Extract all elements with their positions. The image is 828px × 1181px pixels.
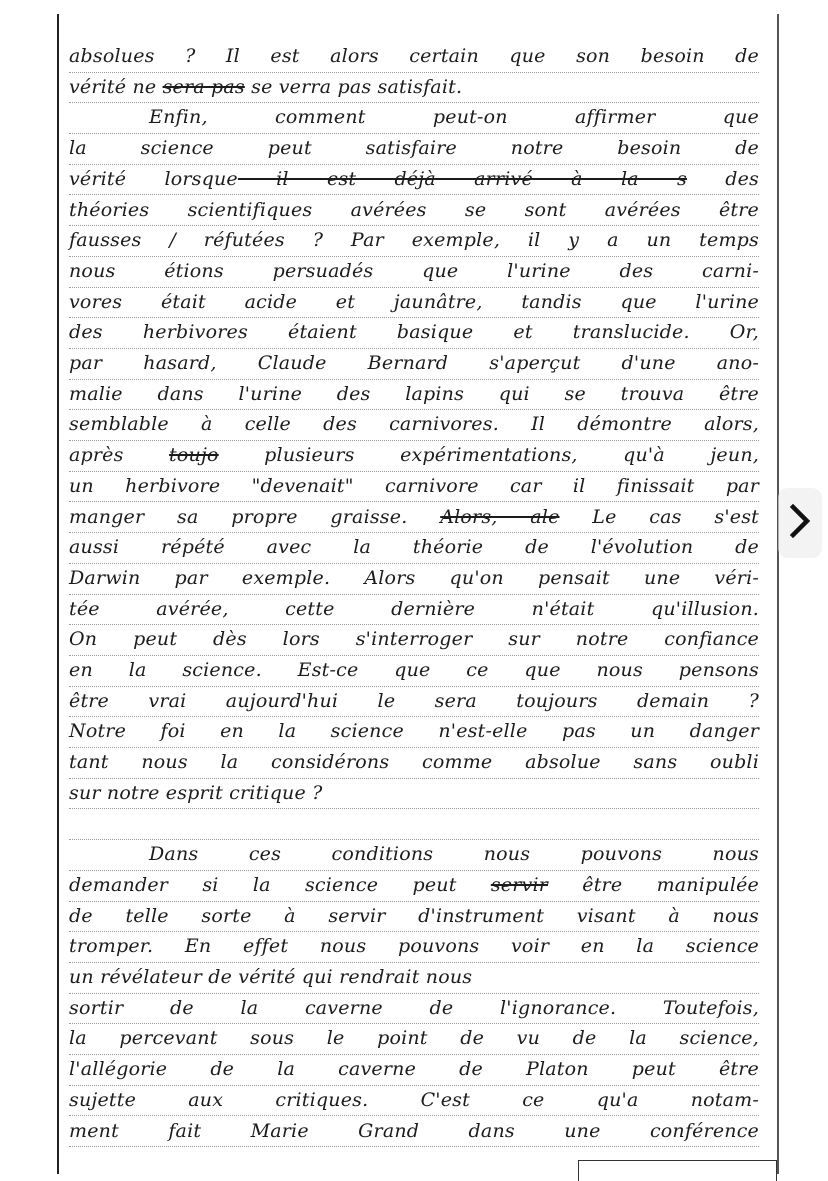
line-text: Dans ces conditions nous pouvons nous — [149, 843, 759, 866]
line-text: semblable à celle des carnivores. Il démontre alors, — [69, 413, 759, 436]
text-line — [69, 1117, 759, 1148]
line-text: vérité ne — [69, 75, 163, 98]
line-text: être manipulée — [548, 873, 759, 896]
line-text: être vrai aujourd'hui le sera toujours demain ? — [69, 689, 759, 712]
line-text: Notre foi en la science n'est-elle pas un danger — [69, 720, 759, 743]
text-line — [69, 73, 759, 104]
struck-text: il est déjà arrivé à la s — [237, 167, 687, 190]
text-line — [69, 717, 759, 748]
line-text: l'allégorie de la caverne de Platon peut être — [69, 1058, 759, 1081]
line-text: Enfin, comment peut-on affirmer que — [149, 106, 759, 129]
text-line — [69, 503, 759, 534]
line-text: On peut dès lors s'interroger sur notre confiance — [69, 628, 759, 651]
line-text: sujette aux critiques. C'est ce qu'a notam- — [69, 1088, 759, 1111]
line-text: vores était acide et jaunâtre, tandis que l'urine — [69, 290, 759, 313]
chevron-right-icon — [788, 504, 812, 543]
line-text: sur notre esprit critique ? — [69, 781, 323, 804]
text-line — [69, 196, 759, 227]
line-text: sortir de la caverne de l'ignorance. Toutefois, — [69, 996, 759, 1019]
text-line — [69, 1055, 759, 1086]
line-text: tée avérée, cette dernière n'était qu'illusion. — [69, 597, 759, 620]
text-line — [69, 42, 759, 73]
text-line — [69, 871, 759, 902]
text-line — [69, 349, 759, 380]
text-line — [69, 103, 759, 134]
line-text: un révélateur de vérité qui rendrait nous — [69, 966, 473, 988]
text-line — [69, 902, 759, 933]
text-line — [69, 564, 759, 595]
line-text: des — [686, 167, 759, 190]
text-line — [69, 257, 759, 288]
line-text: absolues ? Il est alors certain que son besoin de — [69, 45, 759, 67]
text-line — [69, 748, 759, 779]
line-text: Le cas s'est — [559, 505, 759, 528]
line-text: plusieurs expérimentations, qu'à jeun, — [218, 444, 759, 467]
text-line — [69, 226, 759, 257]
line-text: après — [69, 444, 170, 467]
text-line — [69, 779, 759, 810]
struck-text: toujo — [169, 444, 219, 467]
line-text: tant nous la considérons comme absolue sans oubli — [69, 751, 759, 774]
text-line — [69, 656, 759, 687]
line-text: ment fait Marie Grand dans une conférence — [69, 1119, 759, 1142]
line-text: demander si la science peut — [69, 873, 491, 896]
line-text: en la science. Est-ce que ce que nous pensons — [69, 659, 759, 681]
text-line — [69, 1024, 759, 1055]
line-text: de telle sorte à servir d'instrument visant à nous — [69, 904, 759, 927]
text-line — [69, 994, 759, 1025]
text-line — [69, 410, 759, 441]
text-line — [69, 165, 759, 196]
text-line — [69, 1086, 759, 1117]
text-line — [69, 380, 759, 411]
text-line — [69, 963, 759, 994]
text-line — [69, 595, 759, 626]
struck-text: sera pas — [162, 75, 245, 98]
line-text: un herbivore "devenait" carnivore car il finissait par — [69, 474, 759, 497]
text-line — [69, 687, 759, 718]
text-line — [69, 810, 759, 841]
line-text: par hasard, Claude Bernard s'aperçut d'une ano- — [69, 352, 759, 374]
line-text: la science peut satisfaire notre besoin de — [69, 137, 759, 160]
text-line — [69, 318, 759, 349]
line-text: vérité lorsque — [69, 167, 238, 190]
line-text: nous étions persuadés que l'urine des carni- — [69, 259, 759, 282]
line-text: se verra pas satisfait. — [244, 75, 463, 98]
line-text: la percevant sous le point de vu de la science, — [69, 1027, 759, 1050]
text-line — [69, 533, 759, 564]
next-page-button[interactable] — [778, 488, 822, 558]
text-line — [69, 288, 759, 319]
line-text: manger sa propre graisse. — [69, 505, 441, 528]
line-text: tromper. En effet nous pouvons voir en la science — [69, 935, 759, 958]
text-line — [69, 441, 759, 472]
line-text: Darwin par exemple. Alors qu'on pensait une véri- — [69, 566, 759, 589]
line-text: des herbivores étaient basique et translucide. Or, — [69, 321, 759, 344]
struck-text: Alors, ale — [440, 505, 560, 528]
line-text: malie dans l'urine des lapins qui se trouva être — [69, 382, 759, 405]
struck-text: servir — [490, 873, 548, 896]
text-line — [69, 472, 759, 503]
text-line — [69, 625, 759, 656]
line-text: théories scientifiques avérées se sont avérées être — [69, 198, 759, 221]
handwritten-page — [57, 14, 779, 1174]
text-line — [69, 134, 759, 165]
line-text: aussi répété avec la théorie de l'évolution de — [69, 536, 759, 559]
text-line — [69, 840, 759, 871]
text-line — [69, 932, 759, 963]
line-text: fausses / réfutées ? Par exemple, il y a un temps — [69, 229, 759, 252]
